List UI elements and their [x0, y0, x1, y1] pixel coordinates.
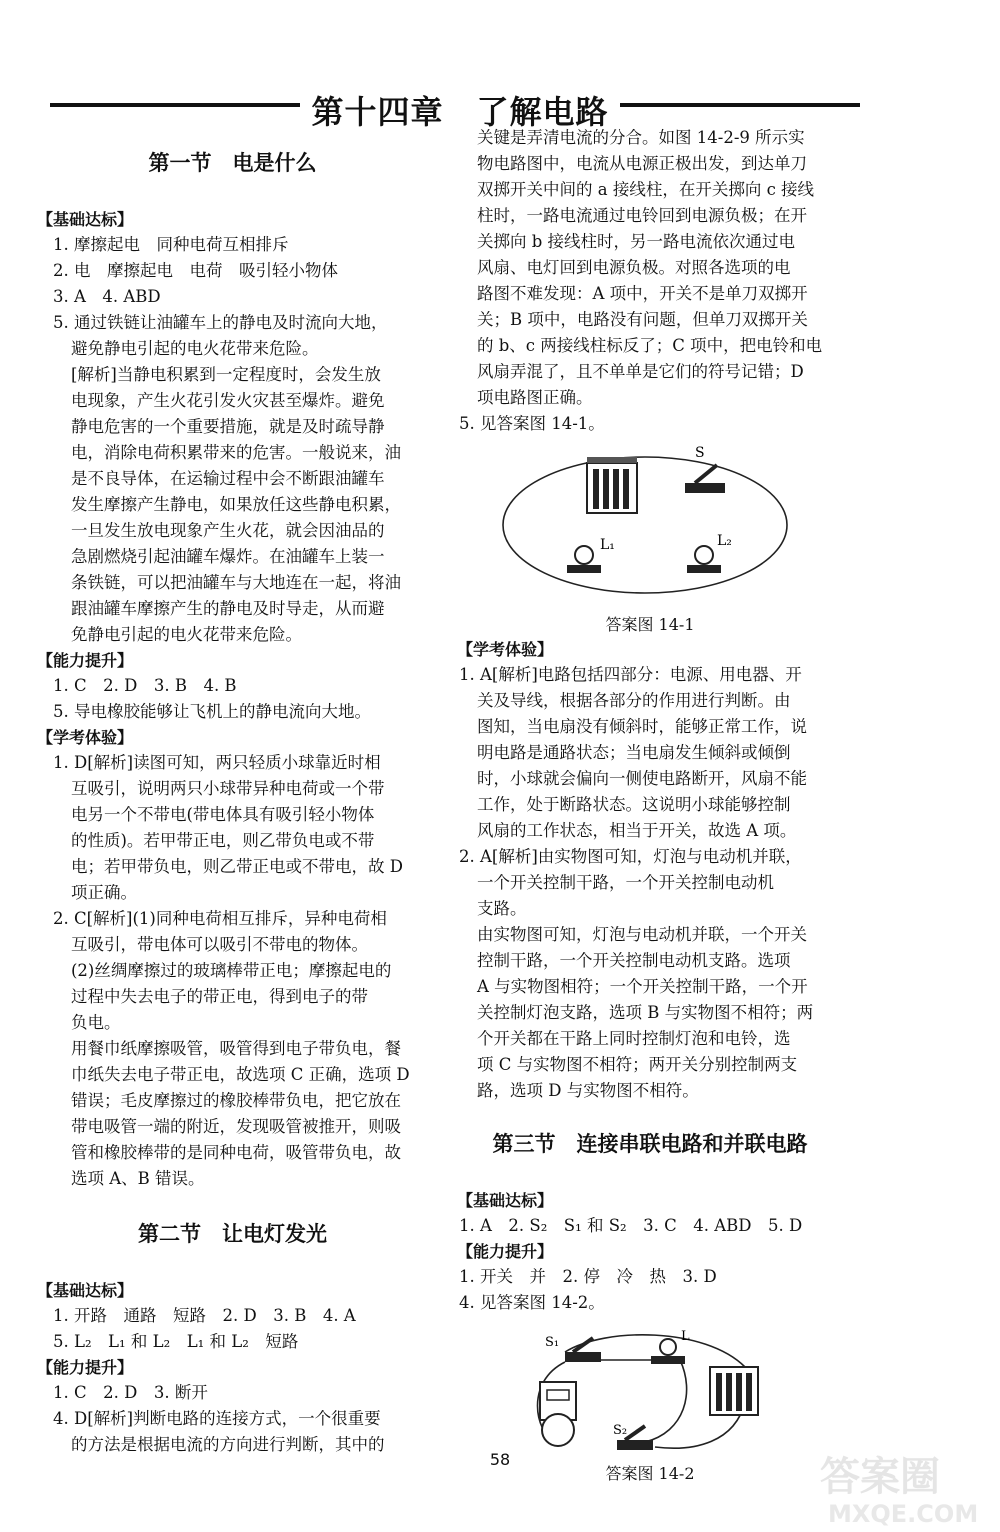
chapter-title: 第十四章 了解电路	[311, 93, 609, 131]
header-rule-left	[50, 103, 300, 107]
analysis-line: 带电吸管一端的附近，发现吸管被推开，则吸	[71, 1117, 401, 1136]
analysis-line: 关；B 项中，电路没有问题，但单刀双掷开关	[477, 310, 808, 329]
analysis-line: 风扇弄混了，且不单单是它们的符号记错；D	[477, 362, 804, 381]
answer-line: 4. 见答案图 14-2。	[459, 1293, 605, 1312]
watermark-logo	[800, 1448, 1000, 1528]
figure-14-1	[455, 443, 845, 613]
answer-line: 5. 导电橡胶能够让飞机上的静电流向大地。	[53, 702, 371, 721]
answer-line: 2. A[解析]由实物图可知，灯泡与电动机并联，	[459, 847, 802, 866]
answer-line: 5. L₂ L₁ 和 L₂ L₁ 和 L₂ 短路	[53, 1332, 299, 1351]
analysis-line: 路图不难发现：A 项中，开关不是单刀双掷开	[477, 284, 808, 303]
analysis-line: A 与实物图相符；一个开关控制干路，一个开	[477, 977, 808, 996]
analysis-line: 电；若甲带负电，则乙带正电或不带电，故 D	[71, 857, 403, 876]
analysis-line: 电现象，产生火花引发火灾甚至爆炸。避免	[71, 391, 385, 410]
analysis-line: 互吸引，带电体可以吸引不带电的物体。	[71, 935, 368, 954]
analysis-line: 控制干路，一个开关控制电动机支路。选项	[477, 951, 791, 970]
analysis-line: 关掷向 b 接线柱时，另一路电流依次通过电	[477, 232, 796, 251]
analysis-line: 柱时，一路电流通过电铃回到电源负极；在开	[477, 206, 807, 225]
analysis-line: 免静电引起的电火花带来危险。	[71, 625, 302, 644]
analysis-line: 条铁链，可以把油罐车与大地连在一起，将油	[71, 573, 401, 592]
answer-line: 5. 见答案图 14-1。	[459, 414, 605, 433]
analysis-line: 风扇的工作状态，相当于开关，故选 A 项。	[477, 821, 797, 840]
watermark-url: MXQE.COM	[828, 1500, 979, 1528]
analysis-line: 项正确。	[71, 883, 137, 902]
analysis-line: 路，选项 D 与实物图不相符。	[477, 1081, 699, 1100]
analysis-line: 图知，当电扇没有倾斜时，能够正常工作，说	[477, 717, 807, 736]
figure-caption: 答案图 14-2	[605, 1464, 695, 1483]
bell-icon	[540, 1382, 576, 1446]
analysis-line: 项 C 与实物图不相符；两开关分别控制两支	[477, 1055, 798, 1074]
tag-improve: 【能力提升】	[457, 1242, 554, 1261]
analysis-line: [解析]当静电积累到一定程度时，会发生放	[71, 365, 381, 384]
analysis-line: 时，小球就会偏向一侧使电路断开，风扇不能	[477, 769, 807, 788]
bulb-icon-l	[651, 1329, 690, 1364]
tag-basic: 【基础达标】	[457, 1191, 554, 1210]
analysis-line: 一个开关控制干路，一个开关控制电动机	[477, 873, 774, 892]
analysis-line: 急剧燃烧引起油罐车爆炸。在油罐车上装一	[71, 547, 385, 566]
label-s2: S₂	[613, 1423, 628, 1438]
battery-icon	[587, 457, 637, 513]
analysis-line: 是不良导体，在运输过程中会不断跟油罐车	[71, 469, 385, 488]
analysis-line: 负电。	[71, 1013, 121, 1032]
left-column	[35, 125, 430, 1458]
section-title-3: 第三节 连接串联电路和并联电路	[492, 1132, 808, 1156]
analysis-line: 电另一个不带电(带电体具有吸引轻小物体	[71, 805, 375, 824]
circuit-diagram-14-1	[455, 443, 845, 613]
watermark-text: 答案圈	[820, 1454, 940, 1500]
analysis-line: 管和橡胶棒带的是同种电荷，吸管带负电，故	[71, 1143, 401, 1162]
analysis-line: 互吸引，说明两只小球带异种电荷或一个带	[71, 779, 385, 798]
label-l: L	[681, 1329, 690, 1344]
answer-line: 4. D[解析]判断电路的连接方式，一个很重要	[53, 1409, 381, 1428]
figure-caption: 答案图 14-1	[605, 615, 695, 634]
analysis-line: 的方法是根据电流的方向进行判断，其中的	[71, 1435, 385, 1454]
label-s: S	[695, 445, 705, 461]
analysis-line: 物电路图中，电流从电源正极出发，到达单刀	[477, 154, 807, 173]
analysis-line: 个开关都在干路上同时控制灯泡和电铃，选	[477, 1029, 791, 1048]
analysis-line: 过程中失去电子的带正电，得到电子的带	[71, 987, 368, 1006]
header-rule-right	[620, 103, 860, 107]
circuit-diagram-14-2	[455, 1322, 845, 1462]
analysis-line: 风扇、电灯回到电源负极。对照各选项的电	[477, 258, 791, 277]
bulb-icon-l1	[567, 537, 615, 573]
analysis-line: 错误；毛皮摩擦过的橡胶棒带负电，把它放在	[71, 1091, 401, 1110]
analysis-line: 明电路是通路状态；当电扇发生倾斜或倾倒	[477, 743, 791, 762]
section-title-2: 第二节 让电灯发光	[138, 1222, 327, 1246]
analysis-line: (2)丝绸摩擦过的玻璃棒带正电；摩擦起电的	[71, 961, 392, 980]
switch-icon-s2	[613, 1423, 653, 1450]
analysis-line: 跟油罐车摩擦产生的静电及时导走，从而避	[71, 599, 385, 618]
answer-line: 1. C 2. D 3. 断开	[53, 1383, 208, 1402]
analysis-line: 关及导线，根据各部分的作用进行判断。由	[477, 691, 791, 710]
analysis-line: 的性质)。若甲带正电，则乙带负电或不带	[71, 831, 375, 850]
answer-line: 1. 开路 通路 短路 2. D 3. B 4. A	[53, 1306, 356, 1325]
section-title-1: 第一节 电是什么	[148, 151, 317, 175]
right-column	[455, 125, 845, 1486]
answer-line: 1. 摩擦起电 同种电荷互相排斥	[53, 235, 289, 254]
switch-icon	[685, 445, 725, 493]
answer-line: 避免静电引起的电火花带来危险。	[71, 339, 319, 358]
page-number: 58	[489, 1450, 511, 1469]
answer-line: 1. 开关 并 2. 停 冷 热 3. D	[459, 1267, 717, 1286]
answer-line: 1. D[解析]读图可知，两只轻质小球靠近时相	[53, 753, 381, 772]
analysis-line: 的 b、c 两接线柱标反了；C 项中，把电铃和电	[477, 336, 823, 355]
tag-basic: 【基础达标】	[37, 1281, 134, 1300]
analysis-line: 巾纸失去电子带正电，故选项 C 正确，选项 D	[71, 1065, 410, 1084]
answer-line: 1. A 2. S₂ S₁ 和 S₂ 3. C 4. ABD 5. D	[459, 1216, 803, 1235]
analysis-line: 关控制灯泡支路，选项 B 与实物图不相符；两	[477, 1003, 814, 1022]
tag-improve: 【能力提升】	[37, 1358, 134, 1377]
chapter-header	[35, 85, 965, 131]
analysis-line: 项电路图正确。	[477, 388, 593, 407]
label-s1: S₁	[545, 1335, 560, 1350]
label-l2: L₂	[717, 533, 732, 549]
analysis-line: 工作，处于断路状态。这说明小球能够控制	[477, 795, 791, 814]
analysis-line: 支路。	[477, 899, 527, 918]
tag-exam: 【学考体验】	[457, 640, 554, 659]
answer-line: 2. C[解析](1)同种电荷相互排斥，异种电荷相	[53, 909, 387, 928]
tag-improve: 【能力提升】	[37, 651, 134, 670]
analysis-line: 选项 A、B 错误。	[71, 1169, 205, 1188]
figure-14-2	[455, 1322, 845, 1462]
analysis-line: 双掷开关中间的 a 接线柱，在开关掷向 c 接线	[477, 180, 815, 199]
tag-basic: 【基础达标】	[37, 210, 134, 229]
bulb-icon-l2	[687, 533, 732, 573]
analysis-line: 关键是弄清电流的分合。如图 14-2-9 所示实	[477, 128, 805, 147]
answer-line: 1. C 2. D 3. B 4. B	[53, 676, 237, 695]
analysis-line: 电，消除电荷积累带来的危害。一般说来，油	[71, 443, 401, 462]
battery-icon	[710, 1367, 758, 1415]
tag-exam: 【学考体验】	[37, 728, 134, 747]
answer-line: 1. A[解析]电路包括四部分：电源、用电器、开	[459, 665, 802, 684]
answer-line: 5. 通过铁链让油罐车上的静电及时流向大地，	[53, 313, 388, 332]
analysis-line: 用餐巾纸摩擦吸管，吸管得到电子带负电，餐	[71, 1039, 401, 1058]
label-l1: L₁	[600, 537, 615, 553]
analysis-line: 静电危害的一个重要措施，就是及时疏导静	[71, 417, 385, 436]
answer-line: 2. 电 摩擦起电 电荷 吸引轻小物体	[53, 261, 338, 280]
analysis-line: 一旦发生放电现象产生火花，就会因油品的	[71, 521, 385, 540]
answer-line: 3. A 4. ABD	[53, 287, 161, 306]
analysis-line: 由实物图可知，灯泡与电动机并联，一个开关	[477, 925, 807, 944]
analysis-line: 发生摩擦产生静电，如果放任这些静电积累，	[71, 495, 401, 514]
